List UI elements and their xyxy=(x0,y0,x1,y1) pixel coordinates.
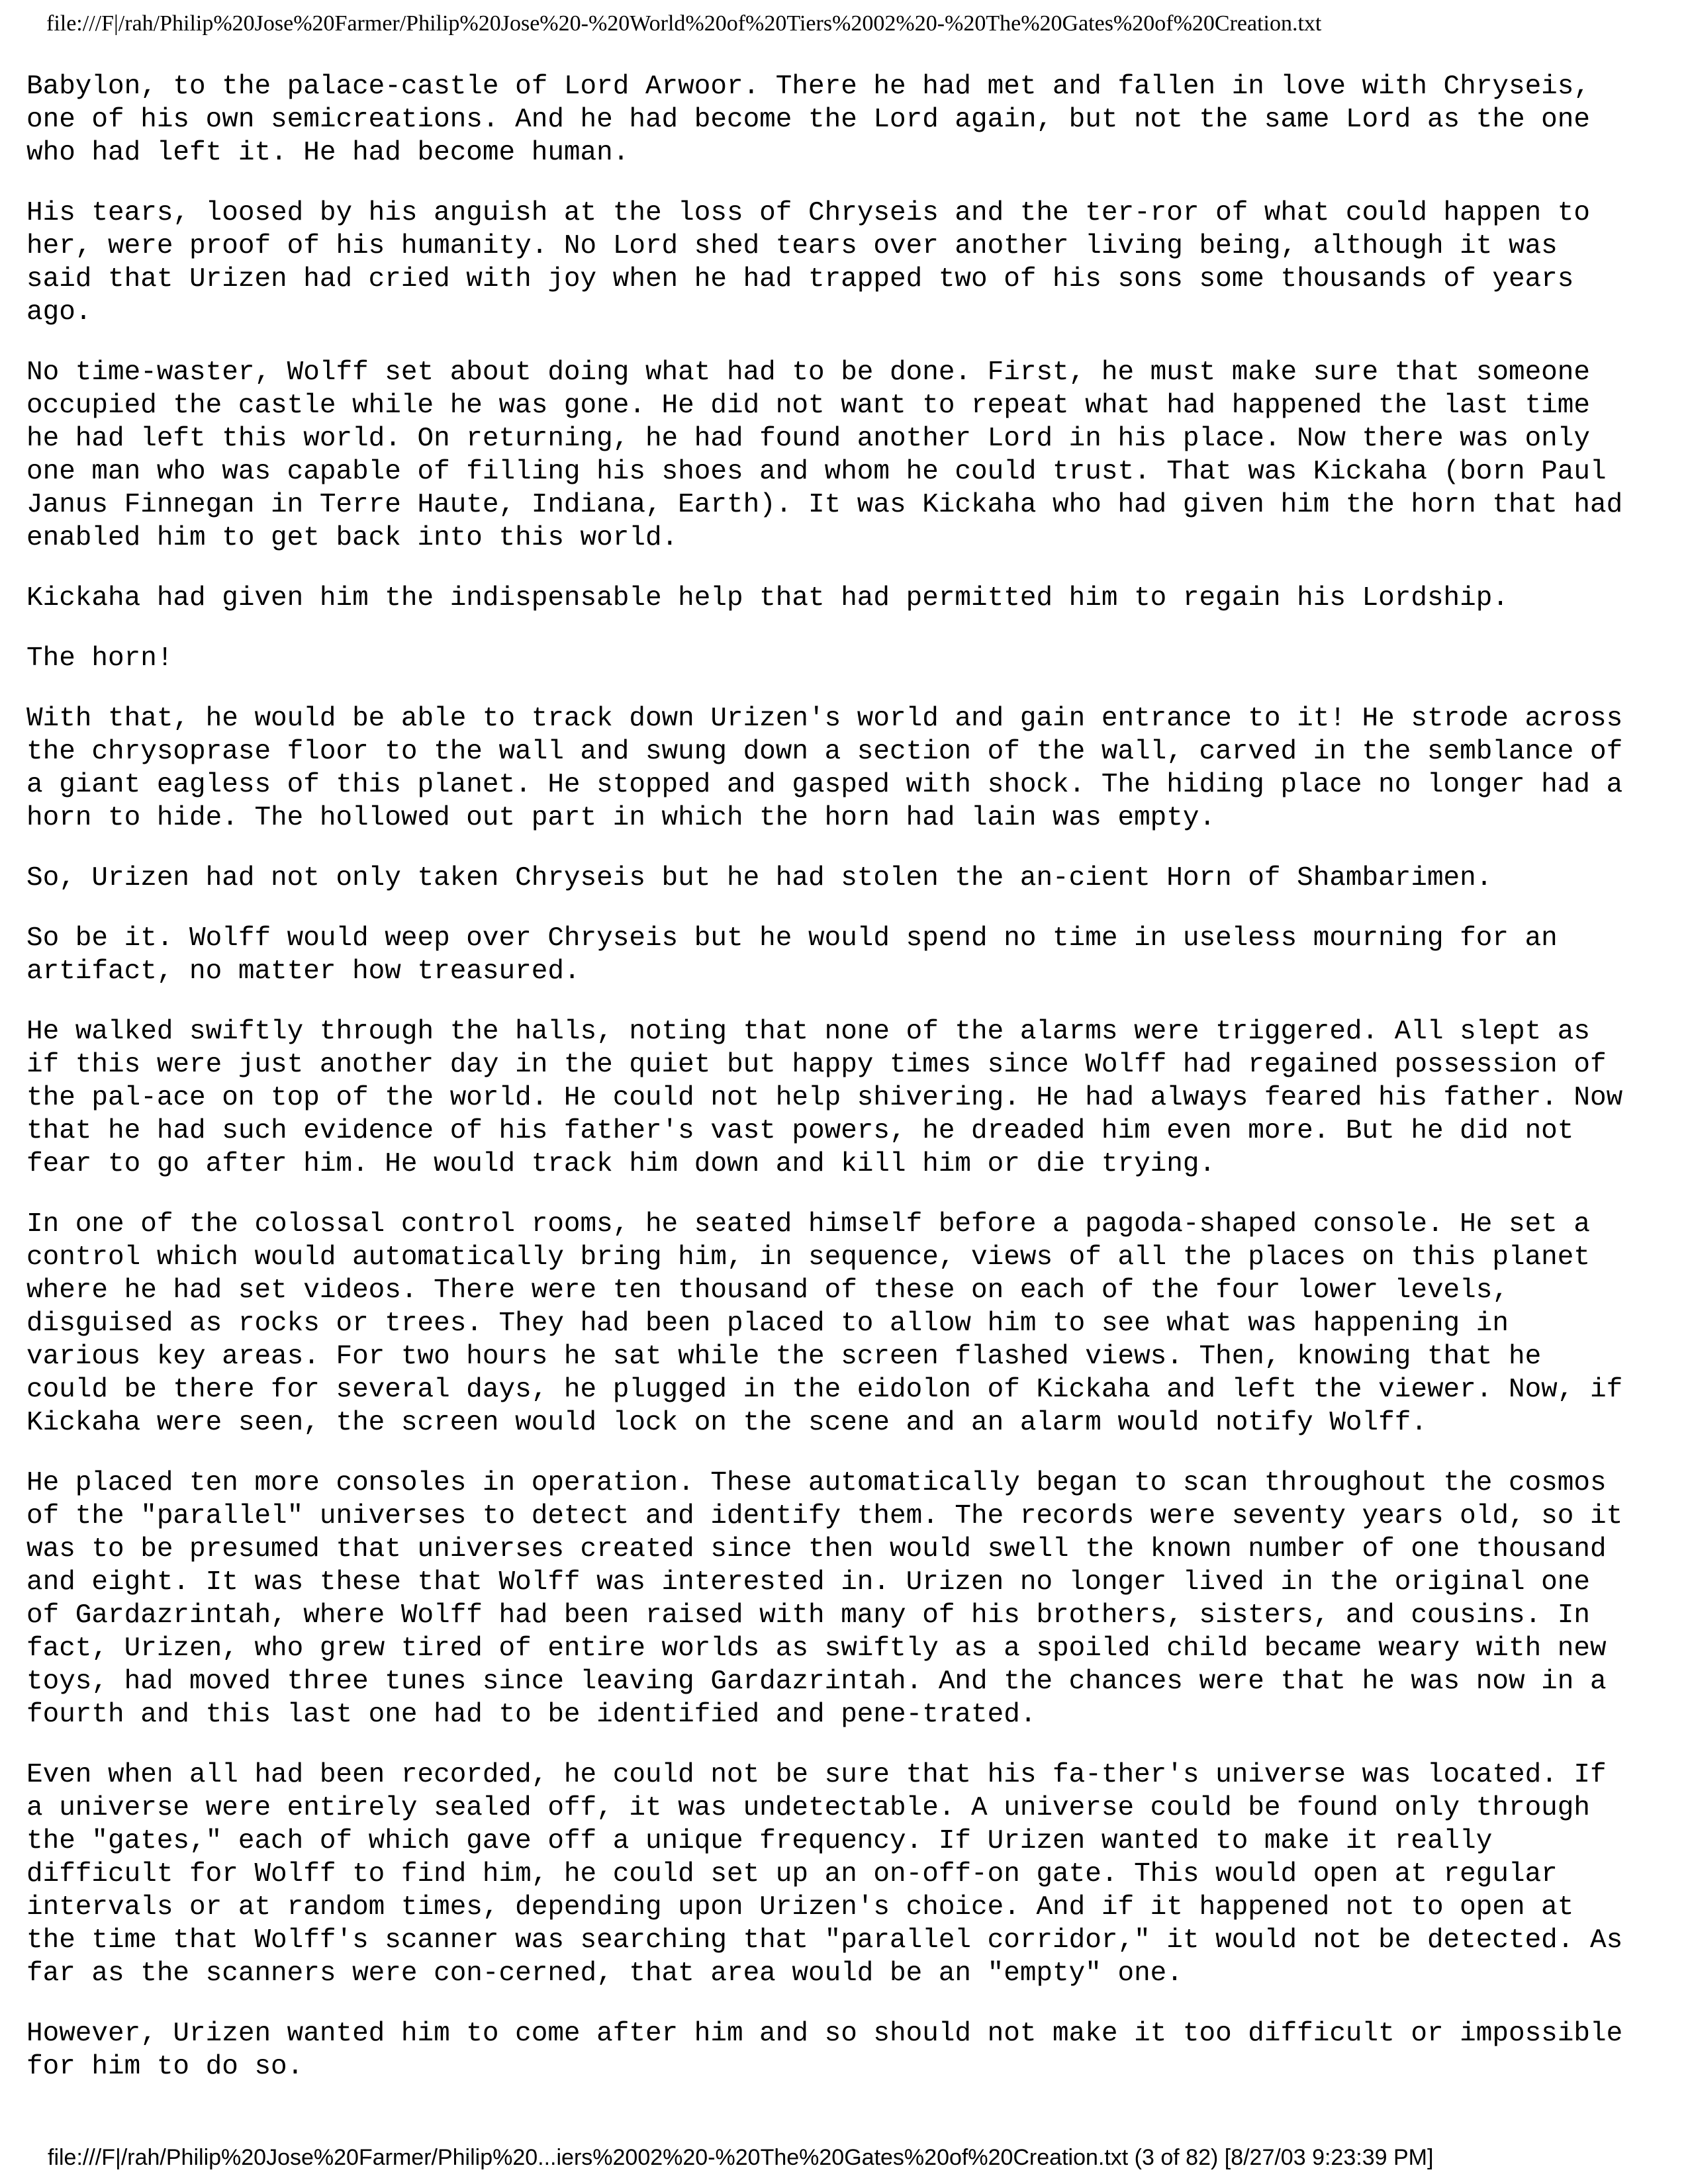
paragraph-6: With that, he would be able to track down Urizen's world and gain entrance to it! He strode across the chrysoprase floor to the wall and swung down a section of the wall, carved in the semblance of a giant eagless of this planet. He stopped and gasped with shock. The hiding place no longer had a horn to hide. The hollowed out part in which the horn had lain was empty. xyxy=(26,704,1623,833)
paragraph-9: He walked swiftly through the halls, noting that none of the alarms were triggered. All slept as if this were just another day in the quiet but happy times since Wolff had regained possession of the pal-ace on top of the world. He could not help shivering. He had always feared his father. Now that he had such evidence of his father's vast powers, he dreaded him even more. But he did not fear to go after him. He would track him down and kill him or die trying. xyxy=(26,1017,1623,1179)
paragraph-1: Babylon, to the palace-castle of Lord Arwoor. There he had met and fallen in love with Chryseis, one of his own semicreations. And he had become the Lord again, but not the same Lord as the one who had left it. He had become human. xyxy=(26,71,1590,168)
paragraph-13: However, Urizen wanted him to come after him and so should not make it too difficult or impossible for him to do so. xyxy=(26,2019,1623,2082)
paragraph-7: So, Urizen had not only taken Chryseis but he had stolen the an-cient Horn of Shambarimen. xyxy=(26,863,1493,893)
paragraph-10: In one of the colossal control rooms, he seated himself before a pagoda-shaped console. He set a control which would automatically bring him, in sequence, views of all the places on this planet where he had set videos. There were ten thousand of these on each of the four lower levels, disguised as rocks or trees. They had been placed to allow him to see what was happening in various key areas. For two hours he sat while the screen flashed views. Then, knowing that he could be there for several days, he plugged in the eidolon of Kickaha and left the viewer. Now, if Kickaha were seen, the screen would lock on the scene and an alarm would notify Wolff. xyxy=(26,1209,1623,1438)
paragraph-5: The horn! xyxy=(26,643,173,674)
paragraph-11: He placed ten more consoles in operation. These automatically began to scan throughout the cosmos of the "parallel" universes to detect and identify them. The records were seventy years old, so it was to be presumed that universes created since then would swell the known number of one thousand and eight. It was these that Wolff was interested in. Urizen no longer lived in the original one of Gardazrintah, where Wolff had been raised with many of his brothers, sisters, and cousins. In fact, Urizen, who grew tired of entire worlds as swiftly as a spoiled child became weary with new toys, had moved three tunes since leaving Gardazrintah. And the chances were that he was now in a fourth and this last one had to be identified and pene-trated. xyxy=(26,1468,1623,1730)
paragraph-12: Even when all had been recorded, he could not be sure that his fa-ther's universe was located. If a universe were entirely sealed off, it was undetectable. A universe could be found only through the "gates," each of which gave off a unique frequency. If Urizen wanted to make it really difficult for Wolff to find him, he could set up an on-off-on gate. This would open at regular intervals or at random times, depending upon Urizen's choice. And if it happened not to open at the time that Wolff's scanner was searching that "parallel corridor," it would not be detected. As far as the scanners were con-cerned, that area would be an "empty" one. xyxy=(26,1760,1623,1989)
header-file-path: file:///F|/rah/Philip%20Jose%20Farmer/Philip%20Jose%20-%20World%20of%20Tiers%2002%20-%20The%20Gates%20of%20Creation.txt xyxy=(46,11,1322,36)
paragraph-8: So be it. Wolff would weep over Chryseis but he would spend no time in useless mourning for an artifact, no matter how treasured. xyxy=(26,923,1558,987)
paragraph-3: No time-waster, Wolff set about doing what had to be done. First, he must make sure that someone occupied the castle while he was gone. He did not want to repeat what had happened the last time he had left this world. On returning, he had found another Lord in his place. Now there was only one man who was capable of filling his shoes and whom he could trust. That was Kickaha (born Paul Janus Finnegan in Terre Haute, Indiana, Earth). It was Kickaha who had given him the horn that had enabled him to get back into this world. xyxy=(26,357,1623,553)
paragraph-2: His tears, loosed by his anguish at the loss of Chryseis and the ter-ror of what could happen to her, were proof of his humanity. No Lord shed tears over another living being, although it was said that Urizen had cried with joy when he had trapped two of his sons some thousands of years ago. xyxy=(26,198,1590,328)
paragraph-4: Kickaha had given him the indispensable help that had permitted him to regain his Lordship. xyxy=(26,583,1509,614)
document-body xyxy=(26,70,1662,2111)
footer-file-path: file:///F|/rah/Philip%20Jose%20Farmer/Philip%20...iers%2002%20-%20The%20Gates%20of%20Creation.txt (3 of 82) [8/27/03 9:23:39 PM] xyxy=(48,2145,1434,2170)
